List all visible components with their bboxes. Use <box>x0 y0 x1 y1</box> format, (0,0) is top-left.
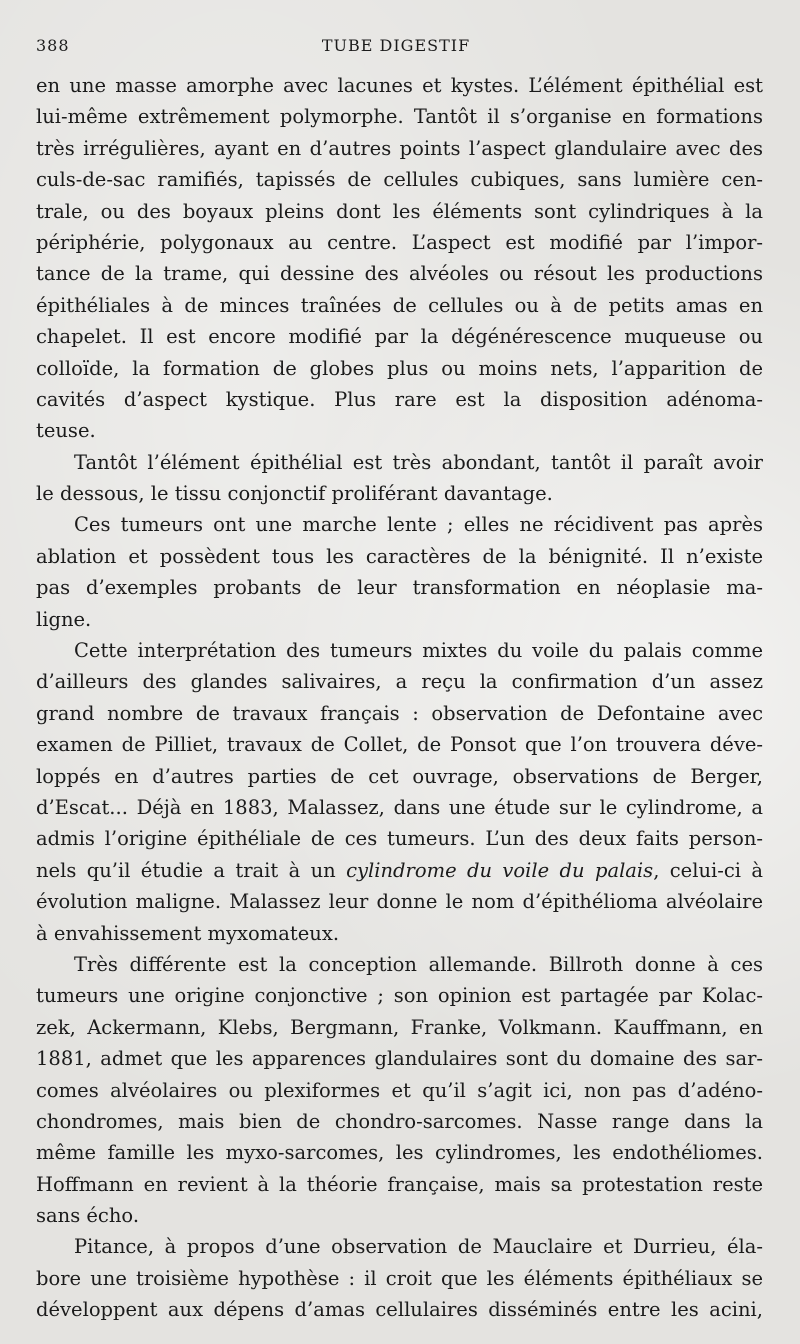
text-line: comes alvéolaires ou plexiformes et qu’il s’agit ici, non pas d’adéno- <box>36 1078 763 1102</box>
text-line: tance de la trame, qui dessine des alvéoles ou résout les productions <box>36 262 763 286</box>
text-line: ablation et possèdent tous les caractères de la bénignité. Il n’existe <box>36 544 763 568</box>
text-line: très irrégulières, ayant en d’autres points l’aspect glandulaire avec des <box>36 136 763 160</box>
paragraph-end-line: teuse. <box>36 419 96 443</box>
text-line: bore une troisième hypothèse : il croit que les éléments épithéliaux se <box>36 1266 763 1290</box>
text-line: Hoffmann en revient à la théorie française, mais sa protestation reste <box>36 1172 763 1196</box>
paragraph-start-line: Très différente est la conception allemande. Billroth donne à ces <box>74 952 763 976</box>
text-line: évolution maligne. Malassez leur donne le nom d’épithélioma alvéolaire <box>36 890 763 914</box>
text-line-with-italic <box>36 855 763 886</box>
text-line: 1881, admet que les apparences glandulaires sont du domaine des sar- <box>36 1047 763 1071</box>
running-head <box>36 36 756 58</box>
paragraph-end-line: le dessous, le tissu conjonctif proliférant davantage. <box>36 482 553 506</box>
paragraph-start-line: Pitance, à propos d’une observation de Mauclaire et Durrieu, éla- <box>74 1235 763 1259</box>
text-line: lui-même extrêmement polymorphe. Tantôt il s’organise en formations <box>36 105 763 129</box>
paragraph-start-line: Cette interprétation des tumeurs mixtes du voile du palais comme <box>74 639 763 663</box>
paragraph-start-line: Tantôt l’élément épithélial est très abondant, tantôt il paraît avoir <box>74 450 763 474</box>
text-line: admis l’origine épithéliale de ces tumeurs. L’un des deux faits person- <box>36 827 763 851</box>
text-line: pas d’exemples probants de leur transformation en néoplasie ma- <box>36 576 763 600</box>
text-line: culs-de-sac ramifiés, tapissés de cellules cubiques, sans lumière cen- <box>36 168 763 192</box>
paragraph-end-line: à envahissement myxomateux. <box>36 921 340 945</box>
text-segment: , celui-ci à <box>653 858 763 882</box>
text-line: d’Escat... Déjà en 1883, Malassez, dans une étude sur le cylindrome, a <box>36 795 763 819</box>
text-line: périphérie, polygonaux au centre. L’aspect est modifié par l’impor- <box>36 230 763 254</box>
text-line: en une masse amorphe avec lacunes et kystes. L’élément épithélial est <box>36 74 763 97</box>
text-line: d’ailleurs des glandes salivaires, a reçu la confirmation d’un assez <box>36 670 763 694</box>
text-line: colloïde, la formation de globes plus ou moins nets, l’apparition de <box>36 356 763 380</box>
text-line: même famille les myxo-sarcomes, les cylindromes, les endothéliomes. <box>36 1141 763 1165</box>
text-line: examen de Pilliet, travaux de Collet, de Ponsot que l’on trouvera déve- <box>36 733 763 757</box>
text-line: développent aux dépens d’amas cellulaires disséminés entre les acini, <box>36 1298 763 1322</box>
text-line: zek, Ackermann, Klebs, Bergmann, Franke, Volkmann. Kauffmann, en <box>36 1015 763 1039</box>
page-number: 388 <box>36 36 70 55</box>
text-line: épithéliales à de minces traînées de cellules ou à de petits amas en <box>36 293 763 317</box>
text-line: trale, ou des boyaux pleins dont les éléments sont cylindriques à la <box>36 199 763 223</box>
italic-term: cylindrome du voile du palais <box>346 858 654 882</box>
paragraph-end-line: sans écho. <box>36 1204 140 1228</box>
paragraph-start-line: Ces tumeurs ont une marche lente ; elles ne récidivent pas après <box>74 513 763 537</box>
paragraph-end-line: ligne. <box>36 607 92 631</box>
text-line: tumeurs une origine conjonctive ; son opinion est partagée par Kolac- <box>36 984 763 1008</box>
text-line: cavités d’aspect kystique. Plus rare est la disposition adénoma- <box>36 387 763 411</box>
body-text <box>36 70 763 1326</box>
text-line: grand nombre de travaux français : observation de Defontaine avec <box>36 701 763 725</box>
text-line: chapelet. Il est encore modifié par la dégénérescence muqueuse ou <box>36 325 763 349</box>
text-line: loppés en d’autres parties de cet ouvrage, observations de Berger, <box>36 764 763 788</box>
running-title: TUBE DIGESTIF <box>321 36 471 55</box>
text-line: chondromes, mais bien de chondro-sarcomes. Nasse range dans la <box>36 1109 763 1133</box>
text-segment: nels qu’il étudie a trait à un <box>36 858 347 882</box>
